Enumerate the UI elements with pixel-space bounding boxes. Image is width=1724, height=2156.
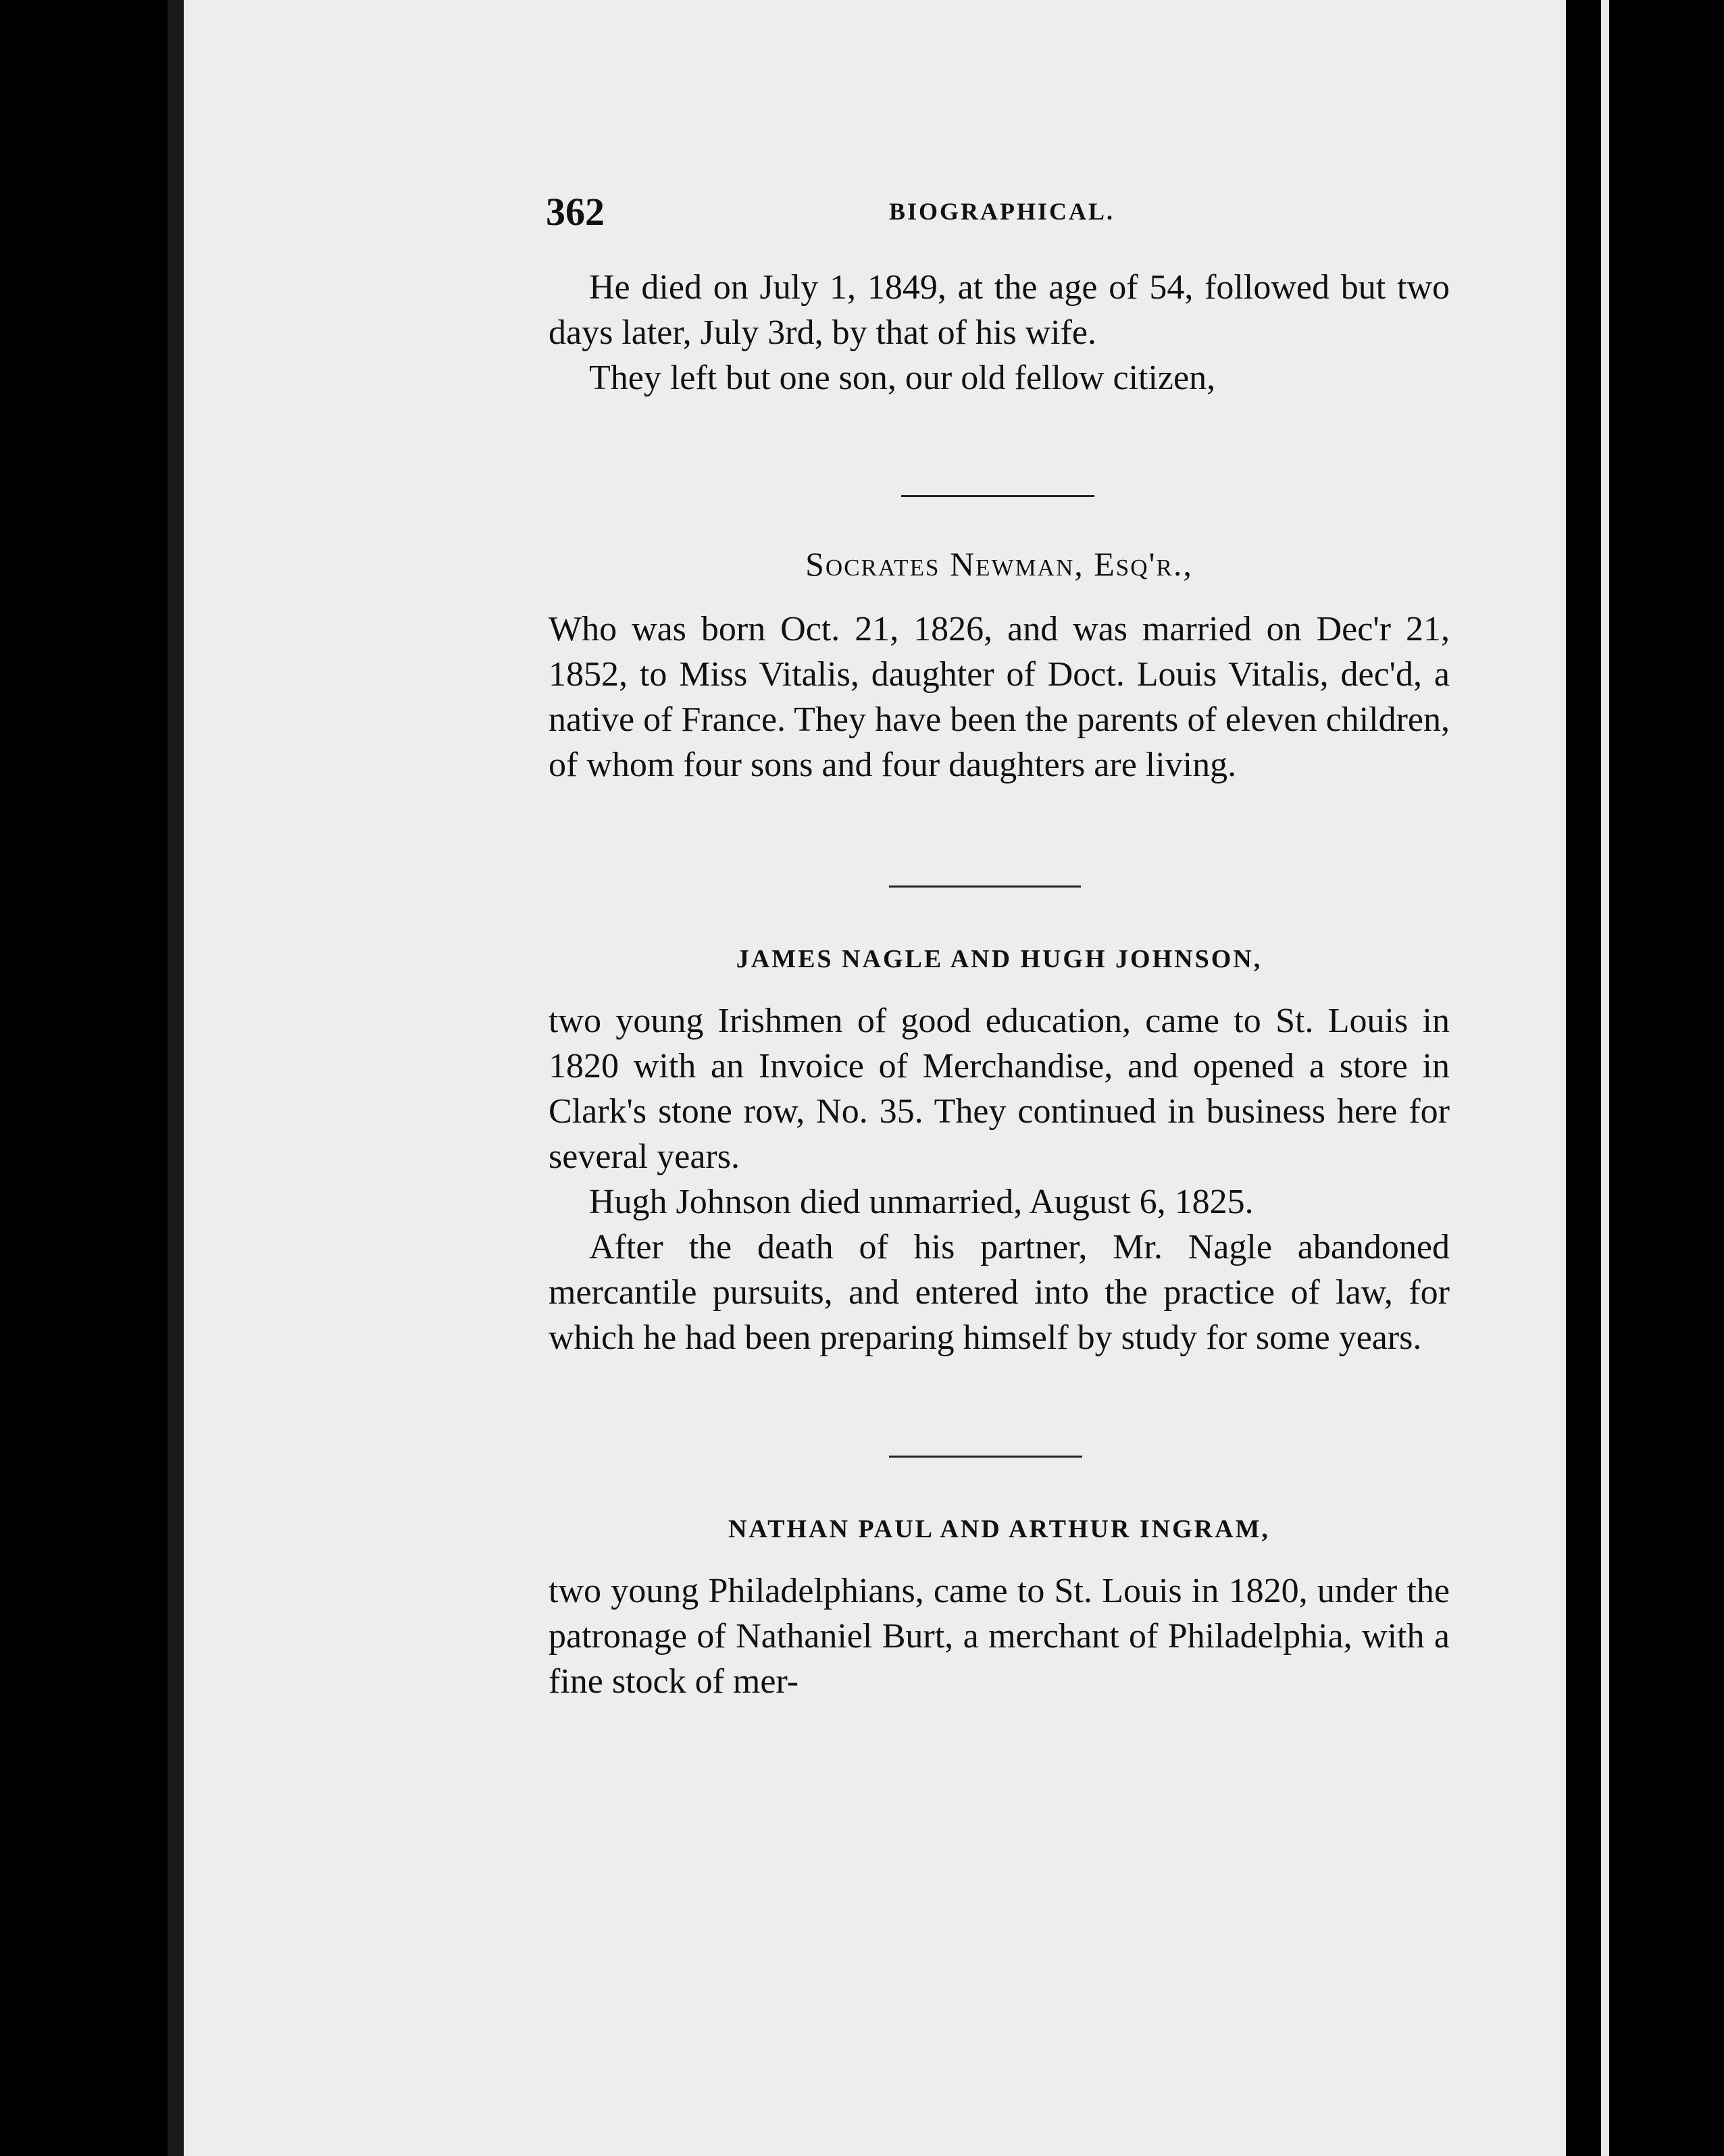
section-divider [889,886,1081,888]
section-2-text [549,607,1450,788]
page-header [546,189,1424,236]
section-1-text [549,265,1450,401]
scan-border-left-strip [168,0,184,2156]
scan-border-right [1566,0,1601,2156]
paragraph: Who was born Oct. 21, 1826, and was married on Dec'r 21, 1852, to Miss Vitalis, daughter of Doct. Louis Vitalis, dec'd, a native of France. They have been the parents of eleven children, of whom four sons and four daughters are living. [549,610,1450,784]
scan-border-left [0,0,168,2156]
paragraph: two young Irishmen of good education, came to St. Louis in 1820 with an Invoice of Merchandise, and opened a store in Clark's stone row, No. 35. They continued in business here for several years. [549,1002,1450,1176]
scan-border-right-gap [1601,0,1609,2156]
running-head: BIOGRAPHICAL. [889,198,1115,225]
scan-border-right-far [1609,0,1724,2156]
paragraph: two young Philadelphians, came to St. Louis in 1820, under the patronage of Nathaniel Burt, a merchant of Philadelphia, with a fine stock of mer- [549,1572,1450,1701]
section-4-heading: NATHAN PAUL AND ARTHUR INGRAM, [728,1515,1270,1543]
paragraph: Hugh Johnson died unmarried, August 6, 1825. [589,1183,1254,1221]
paragraph: They left but one son, our old fellow citizen, [589,359,1216,397]
paragraph: He died on July 1, 1849, at the age of 54, followed but two days later, July 3rd, by that of his wife. [549,268,1450,352]
page-number: 362 [546,190,605,234]
paragraph: After the death of his partner, Mr. Nagle abandoned mercantile pursuits, and entered into the practice of law, for which he had been preparing himself by study for some years. [549,1228,1450,1357]
section-divider [901,495,1094,497]
section-3-text [549,998,1450,1360]
section-4-text [549,1568,1450,1704]
section-divider [889,1456,1082,1458]
section-3-heading: JAMES NAGLE AND HUGH JOHNSON, [736,945,1263,973]
section-2-heading: Socrates Newman, Esq'r., [805,545,1193,583]
